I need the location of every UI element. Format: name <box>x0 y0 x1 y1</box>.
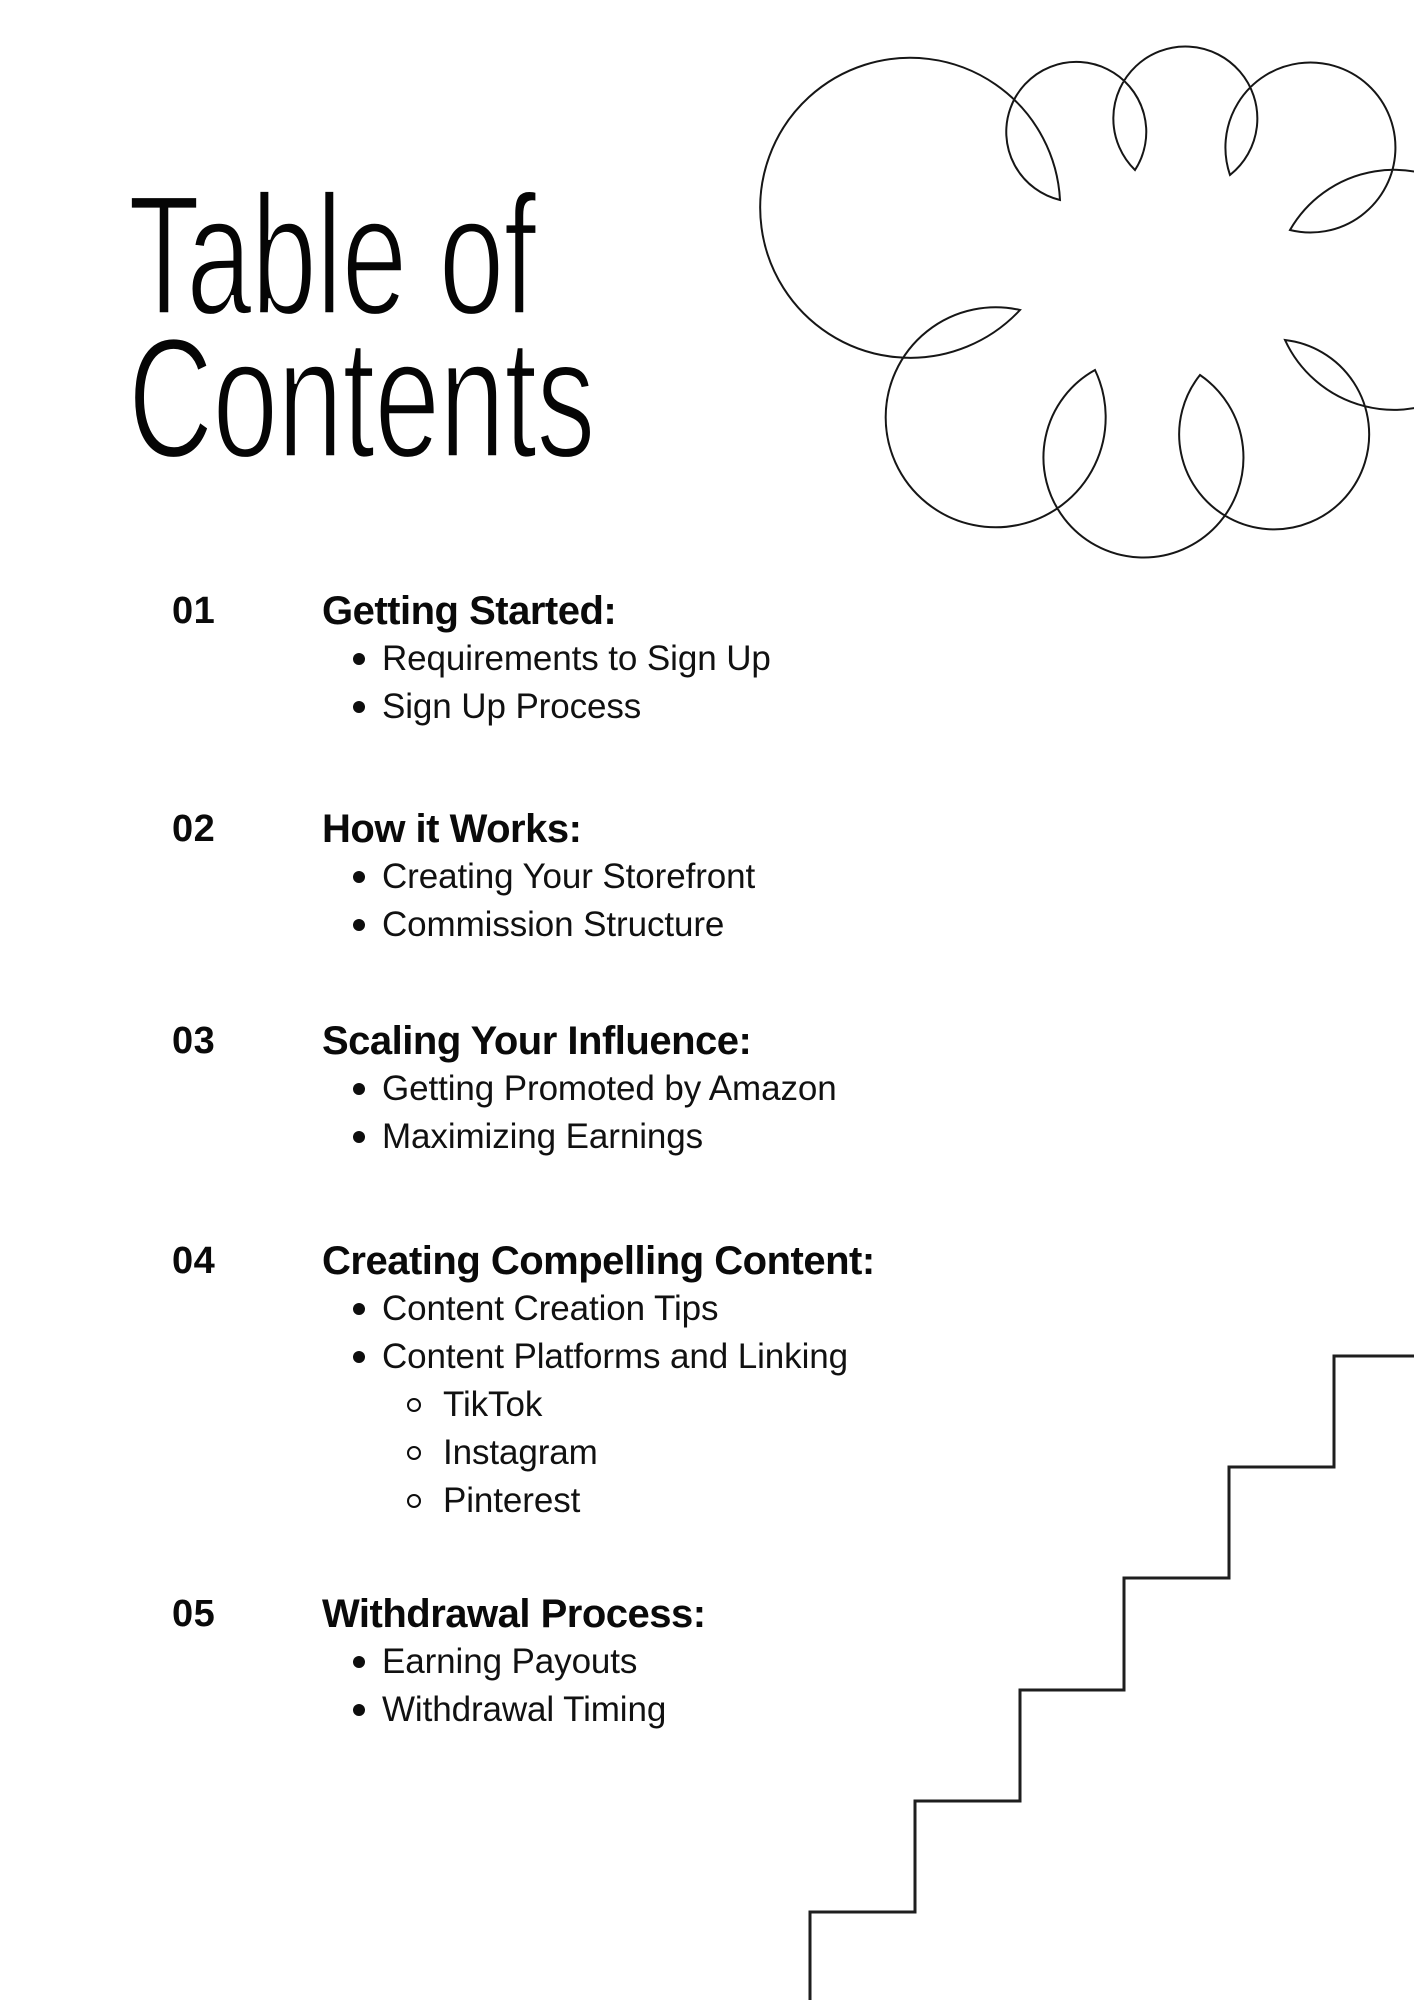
flower-icon <box>760 47 1414 558</box>
page-title-line1: Table of <box>128 160 536 351</box>
toc-item: Commission Structure <box>0 901 1414 949</box>
toc-subitem: Pinterest <box>0 1477 1414 1525</box>
toc-item: Sign Up Process <box>0 683 1414 731</box>
toc-item: Creating Your Storefront <box>0 853 1414 901</box>
section-number: 04 <box>172 1240 216 1282</box>
section-items <box>0 635 1414 731</box>
section-title: Creating Compelling Content: <box>322 1239 875 1283</box>
toc-item: Requirements to Sign Up <box>0 635 1414 683</box>
toc-subitem: TikTok <box>0 1381 1414 1429</box>
page-title-line2: Contents <box>128 303 595 494</box>
page-title <box>128 160 595 494</box>
section-title: Withdrawal Process: <box>322 1592 706 1636</box>
section-number: 03 <box>172 1020 216 1062</box>
toc-item: Earning Payouts <box>0 1638 1414 1686</box>
toc-item: Getting Promoted by Amazon <box>0 1065 1414 1113</box>
toc-item: Withdrawal Timing <box>0 1686 1414 1734</box>
section-items <box>0 1638 1414 1734</box>
toc-subitem: Instagram <box>0 1429 1414 1477</box>
section-title: How it Works: <box>322 807 582 851</box>
section-number: 01 <box>172 590 216 632</box>
toc-item: Content Platforms and Linking <box>0 1333 1414 1381</box>
section-items <box>0 1065 1414 1161</box>
section-title: Scaling Your Influence: <box>322 1019 752 1063</box>
section-items <box>0 1285 1414 1525</box>
section-items <box>0 853 1414 949</box>
section-number: 05 <box>172 1593 216 1635</box>
toc-item: Maximizing Earnings <box>0 1113 1414 1161</box>
section-number: 02 <box>172 808 216 850</box>
toc-item: Content Creation Tips <box>0 1285 1414 1333</box>
section-title: Getting Started: <box>322 589 617 633</box>
